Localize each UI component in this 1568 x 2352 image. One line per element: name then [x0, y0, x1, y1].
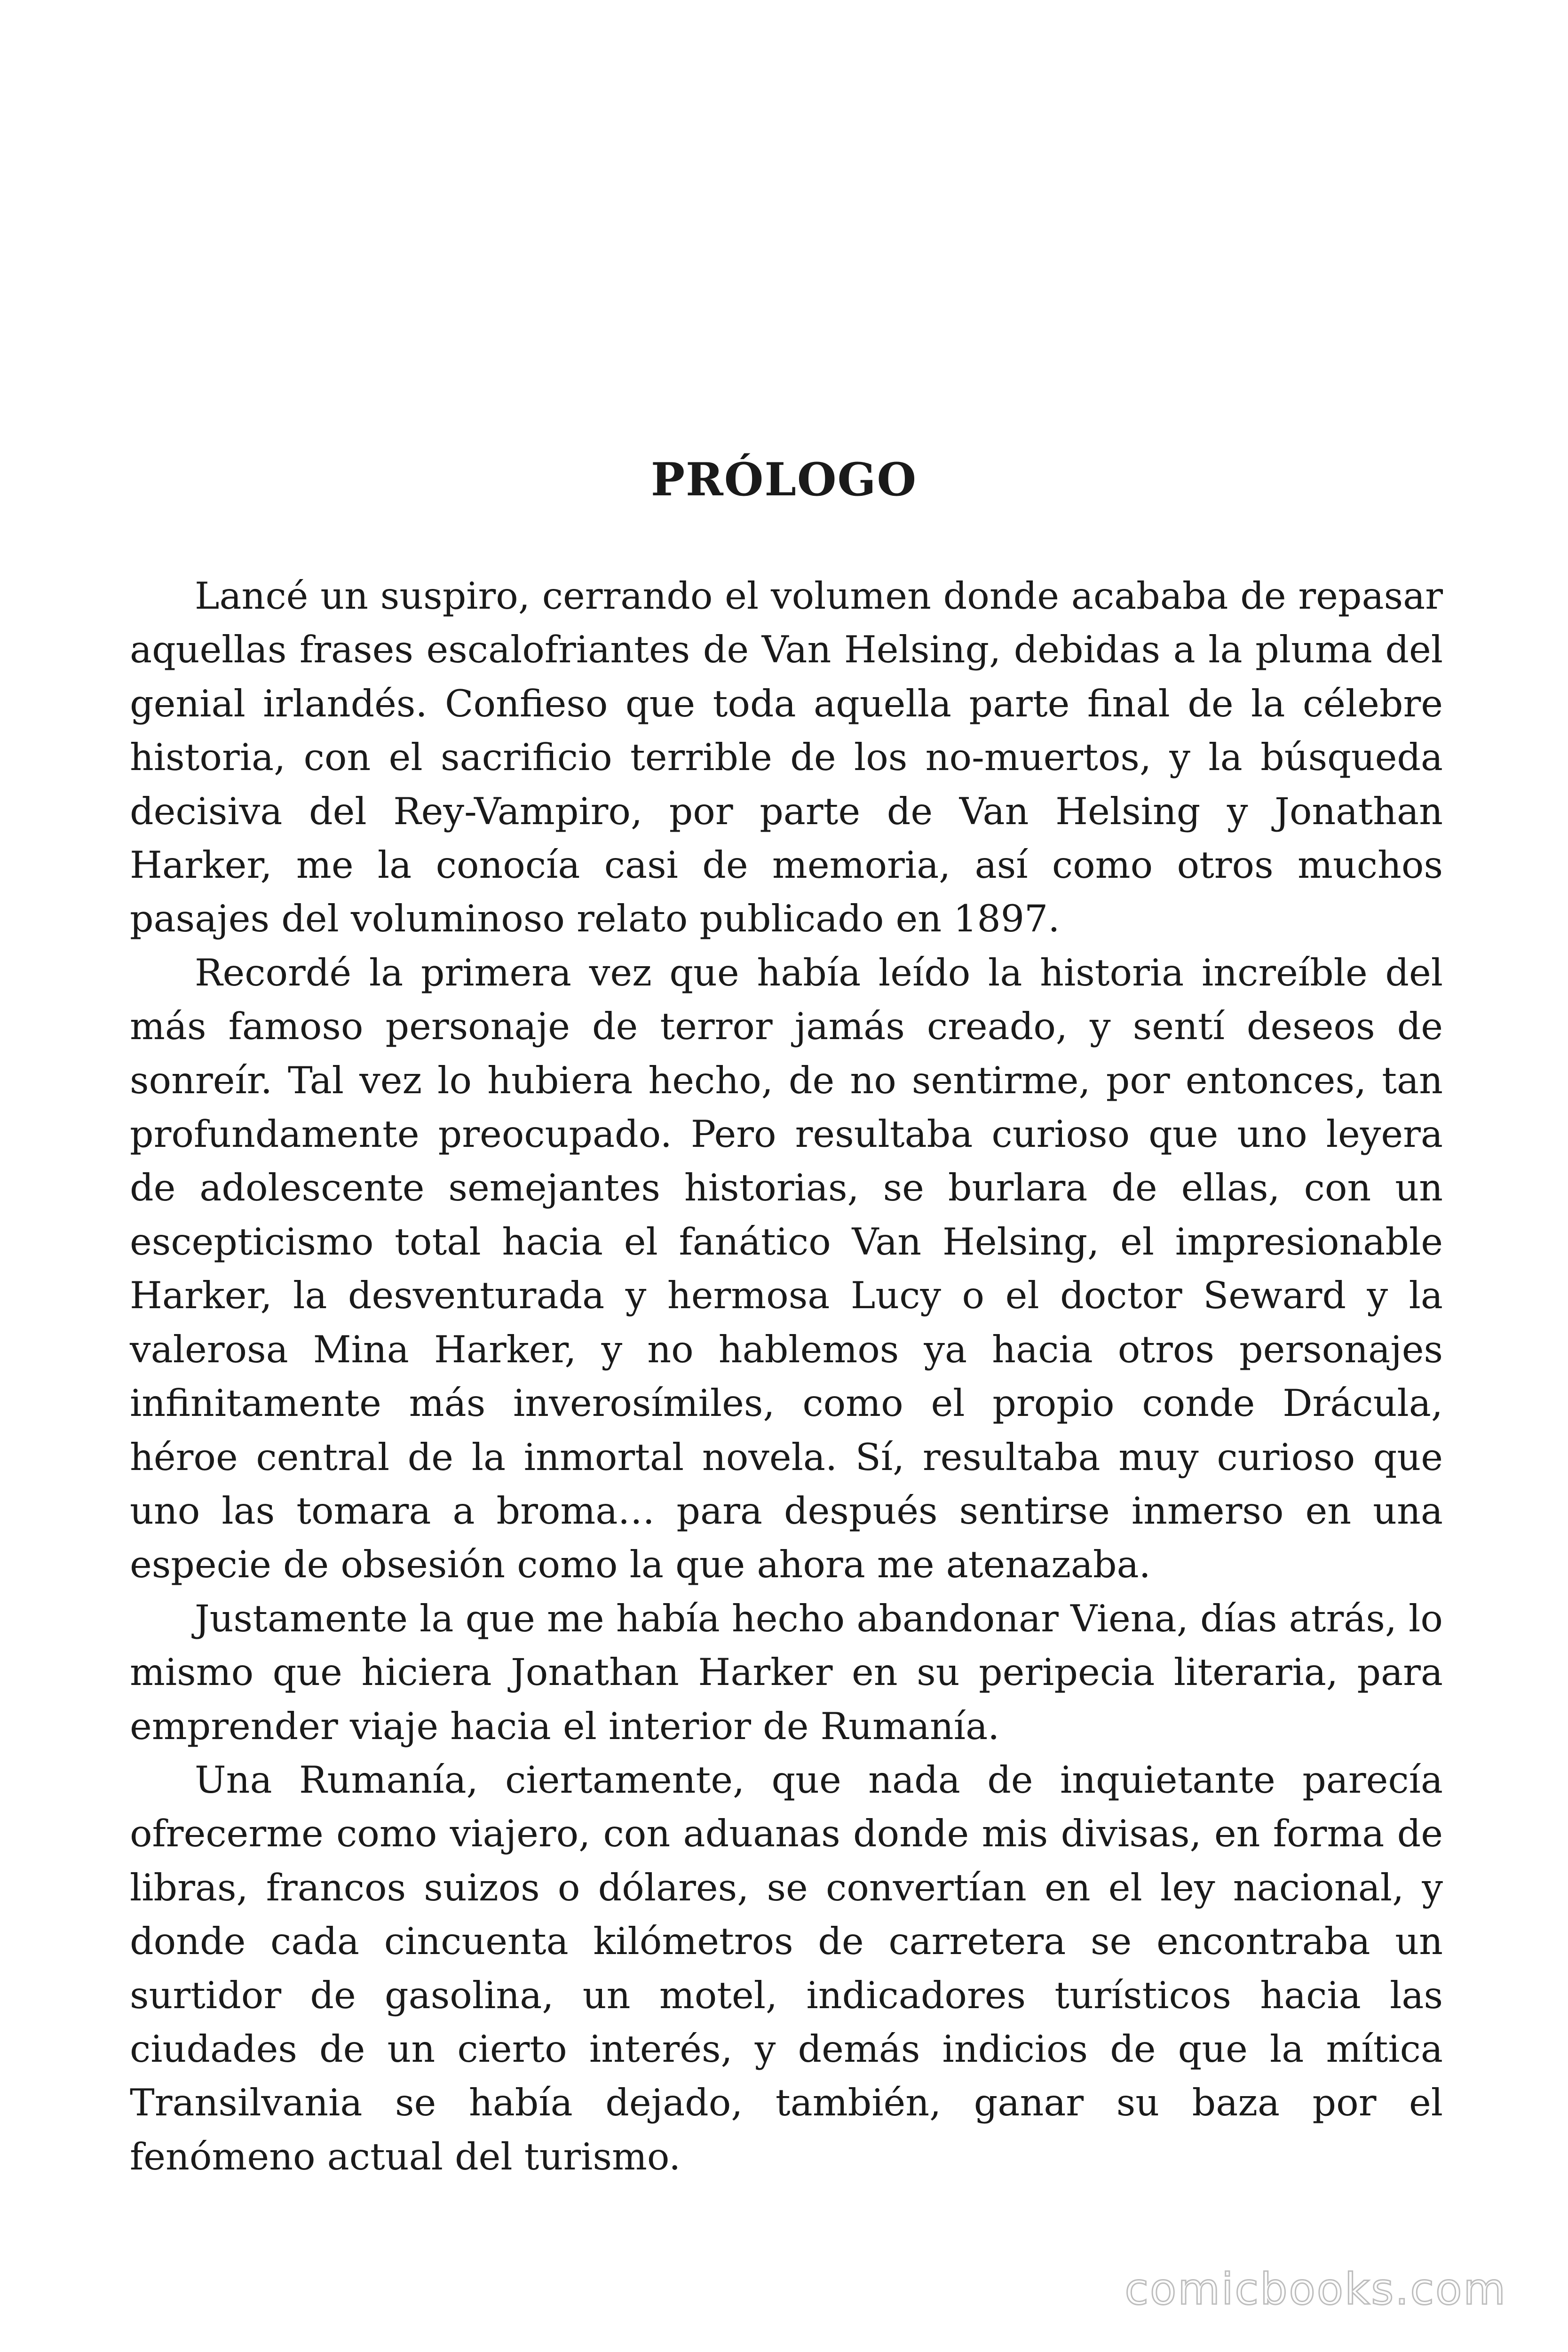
paragraph-2: Recordé la primera vez que había leído la historia increíble del más famoso personaje de terror jamás creado, y sentí deseos de sonreír. Tal vez lo hubiera hecho, de no sentirme, por entonces, tan profundamente preocupado. Pero resultaba curioso que uno leyera de adolescente semejantes historias, se burlara de ellas, con un escepticismo total hacia el fanático Van Helsing, el impresionable Harker, la desventurada y hermosa Lucy o el doctor Seward y la valerosa Mina Harker, y no hablemos ya hacia otros personajes infinitamente más inverosímiles, como el propio conde Drácula, héroe central de la inmortal novela. Sí, resultaba muy curioso que uno las tomara a broma… para después sentirse inmerso en una especie de obsesión como la que ahora me atenazaba. — [130, 951, 1443, 1587]
watermark-text: comicbooks.com — [1125, 2264, 1507, 2314]
paragraph-4: Una Rumanía, ciertamente, que nada de inquietante parecía ofrecerme como viajero, con aduanas donde mis divisas, en forma de libras, francos suizos o dólares, se convertían en el ley nacional, y donde cada cincuenta kilómetros de carretera se encontraba un surtidor de gasolina, un motel, indicadores turísticos hacia las ciudades de un cierto interés, y demás indicios de que la mítica Transilvania se había dejado, también, ganar su baza por el fenómeno actual del turismo. — [130, 1758, 1443, 2178]
paragraph-3: Justamente la que me había hecho abandonar Viena, días atrás, lo mismo que hiciera Jonathan Harker en su peripecia literaria, para emprender viaje hacia el interior de Rumanía. — [130, 1597, 1443, 1748]
paragraph-1: Lancé un suspiro, cerrando el volumen donde acababa de repasar aquellas frases escalofriantes de Van Helsing, debidas a la pluma del genial irlandés. Confieso que toda aquella parte final de la célebre historia, con el sacrificio terrible de los no-muertos, y la búsqueda decisiva del Rey-Vampiro, por parte de Van Helsing y Jonathan Harker, me la conocía casi de memoria, así como otros muchos pasajes del voluminoso relato publicado en 1897. — [130, 574, 1443, 941]
chapter-title: PRÓLOGO — [650, 453, 918, 506]
chapter-body — [130, 569, 1443, 2184]
